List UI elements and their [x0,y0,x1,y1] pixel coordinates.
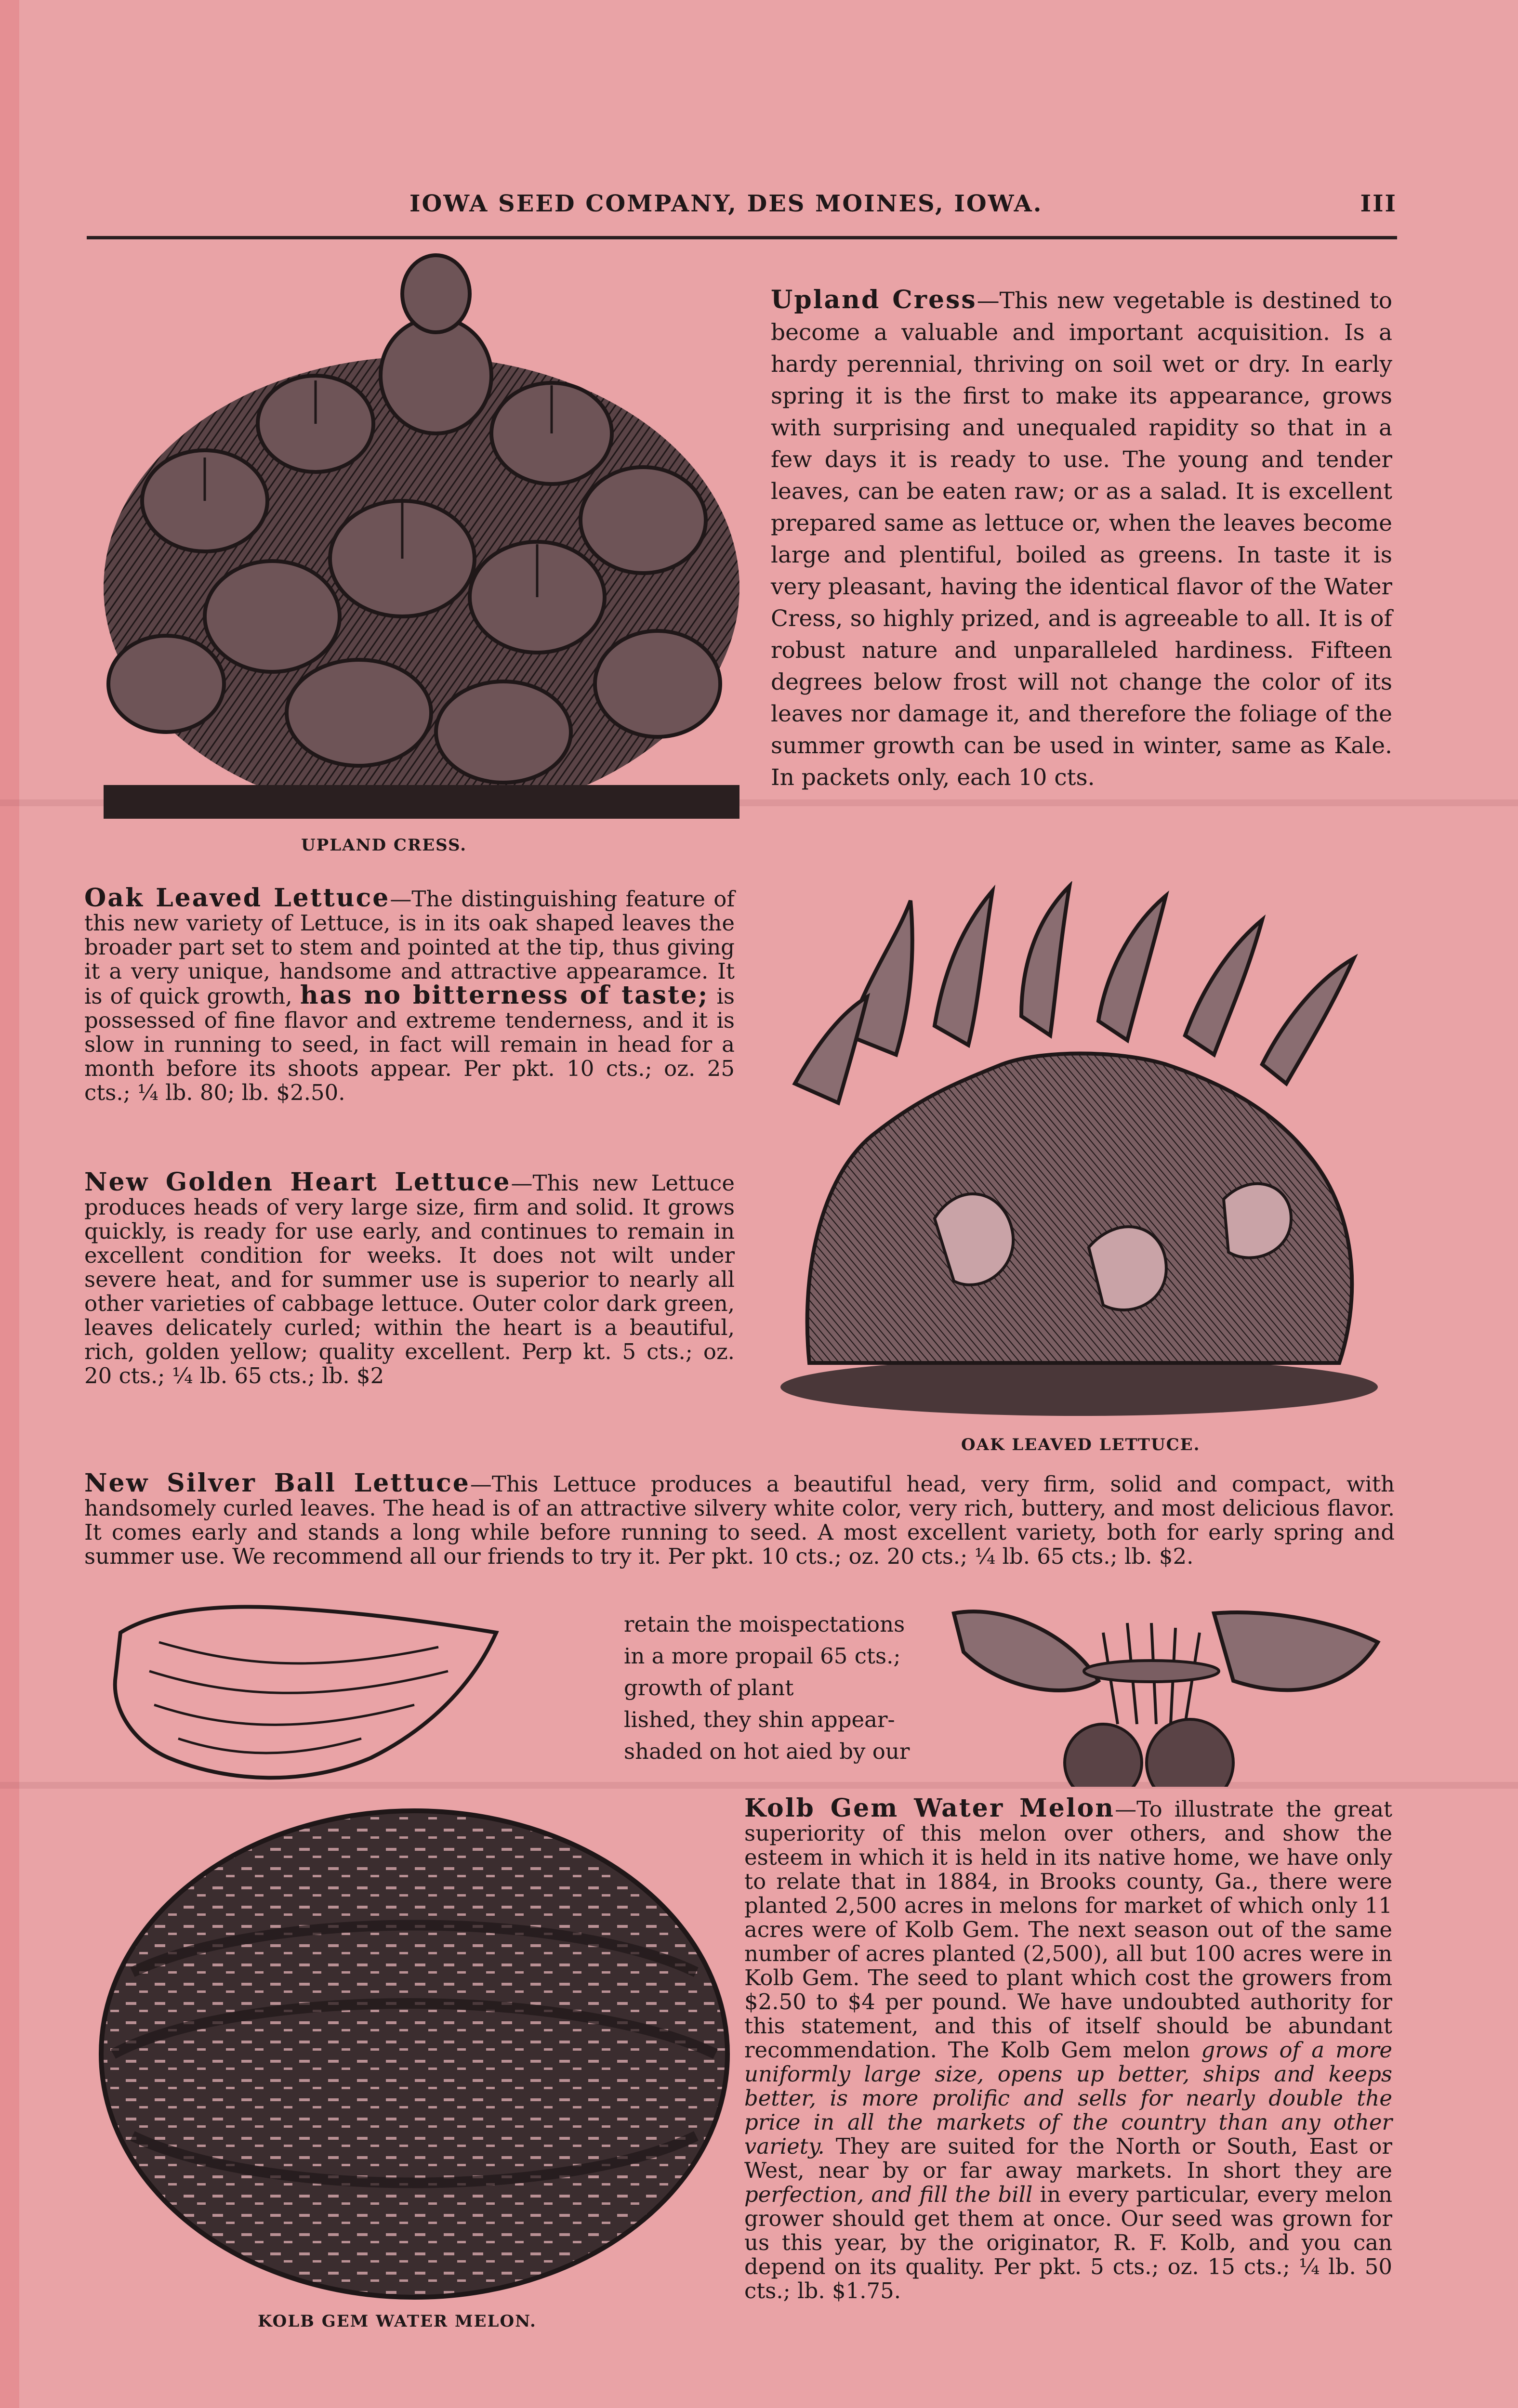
upland-cress-caption: UPLAND CRESS. [301,836,467,855]
oak-leaved-paragraph [84,883,735,1105]
page-number: III [1360,190,1397,217]
kolb-gem-caption: KOLB GEM WATER MELON. [258,2312,537,2331]
partial-lettuce-illustration [101,1604,511,1787]
kolb-gem-melon-illustration [94,1804,735,2309]
silver-ball-body: —This Lettuce produces a beautiful head, very firm, solid and compact, with handsomely curled leaves. The head is of an attractive silvery white color, very rich, buttery, and most delicious flavor. It comes early and stands a long while before running to seed. A most excellent variety, both for early spring and summer use. We recommend all our friends to try it. Per pkt. 10 cts.; oz. 20 cts.; ¼ lb. 65 cts.; lb. $2. [84,1471,1395,1569]
fragment-line: retain the moispectations [624,1611,905,1637]
silver-ball-heading: New Silver Ball Lettuce [84,1468,470,1498]
oak-leaved-body-2: is possessed of fine flavor and extreme tenderness, and it is slow in running to seed, in fact will remain in head for a month before its shoots appear. Per pkt. 10 cts.; oz. 25 cts.; ¼ lb. 80; lb. $2.50. [84,983,735,1105]
oak-leaved-bold-phrase: has no bitterness of taste; [300,981,709,1010]
partial-beet-illustration [944,1604,1392,1787]
kolb-gem-italic-1: grows of a more uniformly large size, opens up better, ships and keeps better, is more prolific and sells for nearly double the price in all the markets of the country than any other variety. [744,2037,1392,2159]
oak-leaved-caption: OAK LEAVED LETTUCE. [961,1435,1201,1454]
page-header [87,190,1397,224]
oak-leaved-lettuce-illustration [752,881,1397,1421]
header-rule [87,236,1397,239]
golden-heart-body: —This new Lettuce produces heads of very large size, firm and solid. It grows quickly, is ready for use early, and continues to remain in excellent condition for weeks. It does not wilt under severe heat, and for summer use is superior to nearly all other varieties of cabbage lettuce. Outer color dark green, leaves delicately curled; within the heart is a beautiful, rich, golden yellow; quality excellent. Perp kt. 5 cts.; oz. 20 cts.; ¼ lb. 65 cts.; lb. $2 [84,1170,735,1388]
kolb-gem-body-3: in every particular, every melon grower should get them at once. Our seed was grown for us this year, by the originator, R. F. Kolb, and you can depend on its quality. Per pkt. 5 cts.; oz. 15 cts.; ¼ lb. 50 cts.; lb. $1.75. [744,2182,1392,2303]
golden-heart-heading: New Golden Heart Lettuce [84,1167,511,1197]
kolb-gem-italic-2: perfection, and fill the bill [744,2182,1033,2207]
kolb-gem-heading: Kolb Gem Water Melon [744,1793,1115,1823]
fragment-line: shaded on hot aied by our [624,1739,910,1764]
upland-cress-paragraph [771,284,1392,794]
upland-cress-illustration [89,250,754,833]
kolb-gem-body-2: They are suited for the North or South, East or West, near by or far away markets. In short they are [744,2133,1392,2183]
golden-heart-paragraph [84,1167,735,1388]
fragment-line: growth of plant [624,1675,794,1701]
kolb-gem-paragraph [744,1793,1392,2303]
kolb-gem-body-1: —To illustrate the great superiority of this melon over others, and show the esteem in which it is held in its native home, we have only to relate that in 1884, in Brooks county, Ga., there were planted 2,500 acres in melons for market of which only 11 acres were of Kolb Gem. The next season out of the same number of acres planted (2,500), all but 100 acres were in Kolb Gem. The seed to plant which cost the growers from $2.50 to $4 per pound. We have undoubted authority for this statement, and this of itself should be abundant recommendation. The Kolb Gem melon [744,1796,1392,2063]
oak-leaved-body-1: —The distinguishing feature of this new variety of Lettuce, is in its oak shaped leaves the broader part set to stem and pointed at the tip, thus giving it a very unique, handsome and attractive appearamce. It is of quick growth, [84,886,735,1009]
upland-cress-heading: Upland Cress [771,285,977,314]
pasted-fragment-text [624,1609,951,1767]
silver-ball-paragraph [84,1468,1395,1569]
upland-cress-body: —This new vegetable is destined to become a valuable and important acquisition. Is a hardy perennial, thriving on soil wet or dry. In early spring it is the first to make its appearance, grows with surprising and unequaled rapidity so that in a few days it is ready to use. The young and tender leaves, can be eaten raw; or as a salad. It is excellent prepared same as lettuce or, when the leaves become large and plentiful, boiled as greens. In taste it is very pleasant, having the identical flavor of the Water Cress, so highly prized, and is agreeable to all. It is of robust nature and unparalleled hardiness. Fifteen degrees below frost will not change the color of its leaves nor damage it, and therefore the foliage of the summer growth can be used in winter, same as Kale. In packets only, each 10 cts. [771,288,1393,791]
fragment-line: in a more propail 65 cts.; [624,1643,901,1669]
oak-leaved-heading: Oak Leaved Lettuce [84,883,390,913]
page-spine-edge [0,0,19,2408]
fragment-line: lished, they shin appear- [624,1707,895,1732]
header-title: IOWA SEED COMPANY, DES MOINES, IOWA. [409,190,1043,217]
